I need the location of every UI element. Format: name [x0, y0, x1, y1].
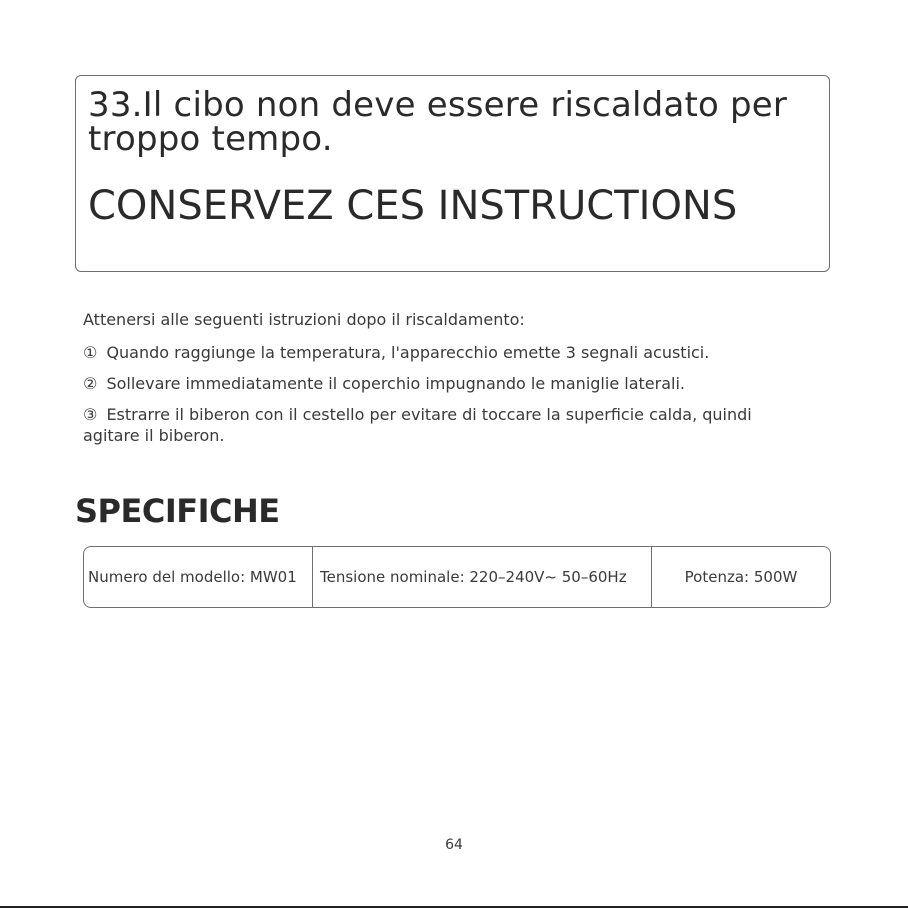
notice-text-line-2: troppo tempo. [88, 119, 333, 159]
instructions-intro: Attenersi alle seguenti istruzioni dopo il riscaldamento: [83, 310, 525, 329]
instruction-step-3 [83, 404, 813, 446]
notice-text-line-1: 33.Il cibo non deve essere riscaldato per [88, 85, 788, 125]
specifications-table [83, 546, 831, 608]
post-heating-instructions [83, 309, 813, 456]
notice-box [75, 75, 830, 272]
keep-instructions-heading: CONSERVEZ CES INSTRUCTIONS [88, 183, 738, 229]
step-text: Quando raggiunge la temperatura, l'apparecchio emette 3 segnali acustici. [106, 343, 710, 362]
step-number: ② [83, 374, 98, 393]
spec-model-number: Numero del modello: MW01 [84, 547, 313, 607]
step-text: Sollevare immediatamente il coperchio impugnando le maniglie laterali. [106, 374, 685, 393]
instruction-step-2 [83, 373, 813, 394]
spec-power: Potenza: 500W [684, 568, 798, 586]
step-number: ① [83, 343, 98, 362]
specifications-heading: SPECIFICHE [75, 492, 280, 530]
step-number: ③ [83, 405, 98, 424]
page-number: 64 [445, 837, 463, 853]
spec-rated-voltage: Tensione nominale: 220–240V~ 50–60Hz [313, 547, 652, 607]
instruction-step-1 [83, 342, 813, 363]
step-text: Estrarre il biberon con il cestello per evitare di toccare la superficie calda, quindi agitare il biberon. [83, 405, 752, 445]
